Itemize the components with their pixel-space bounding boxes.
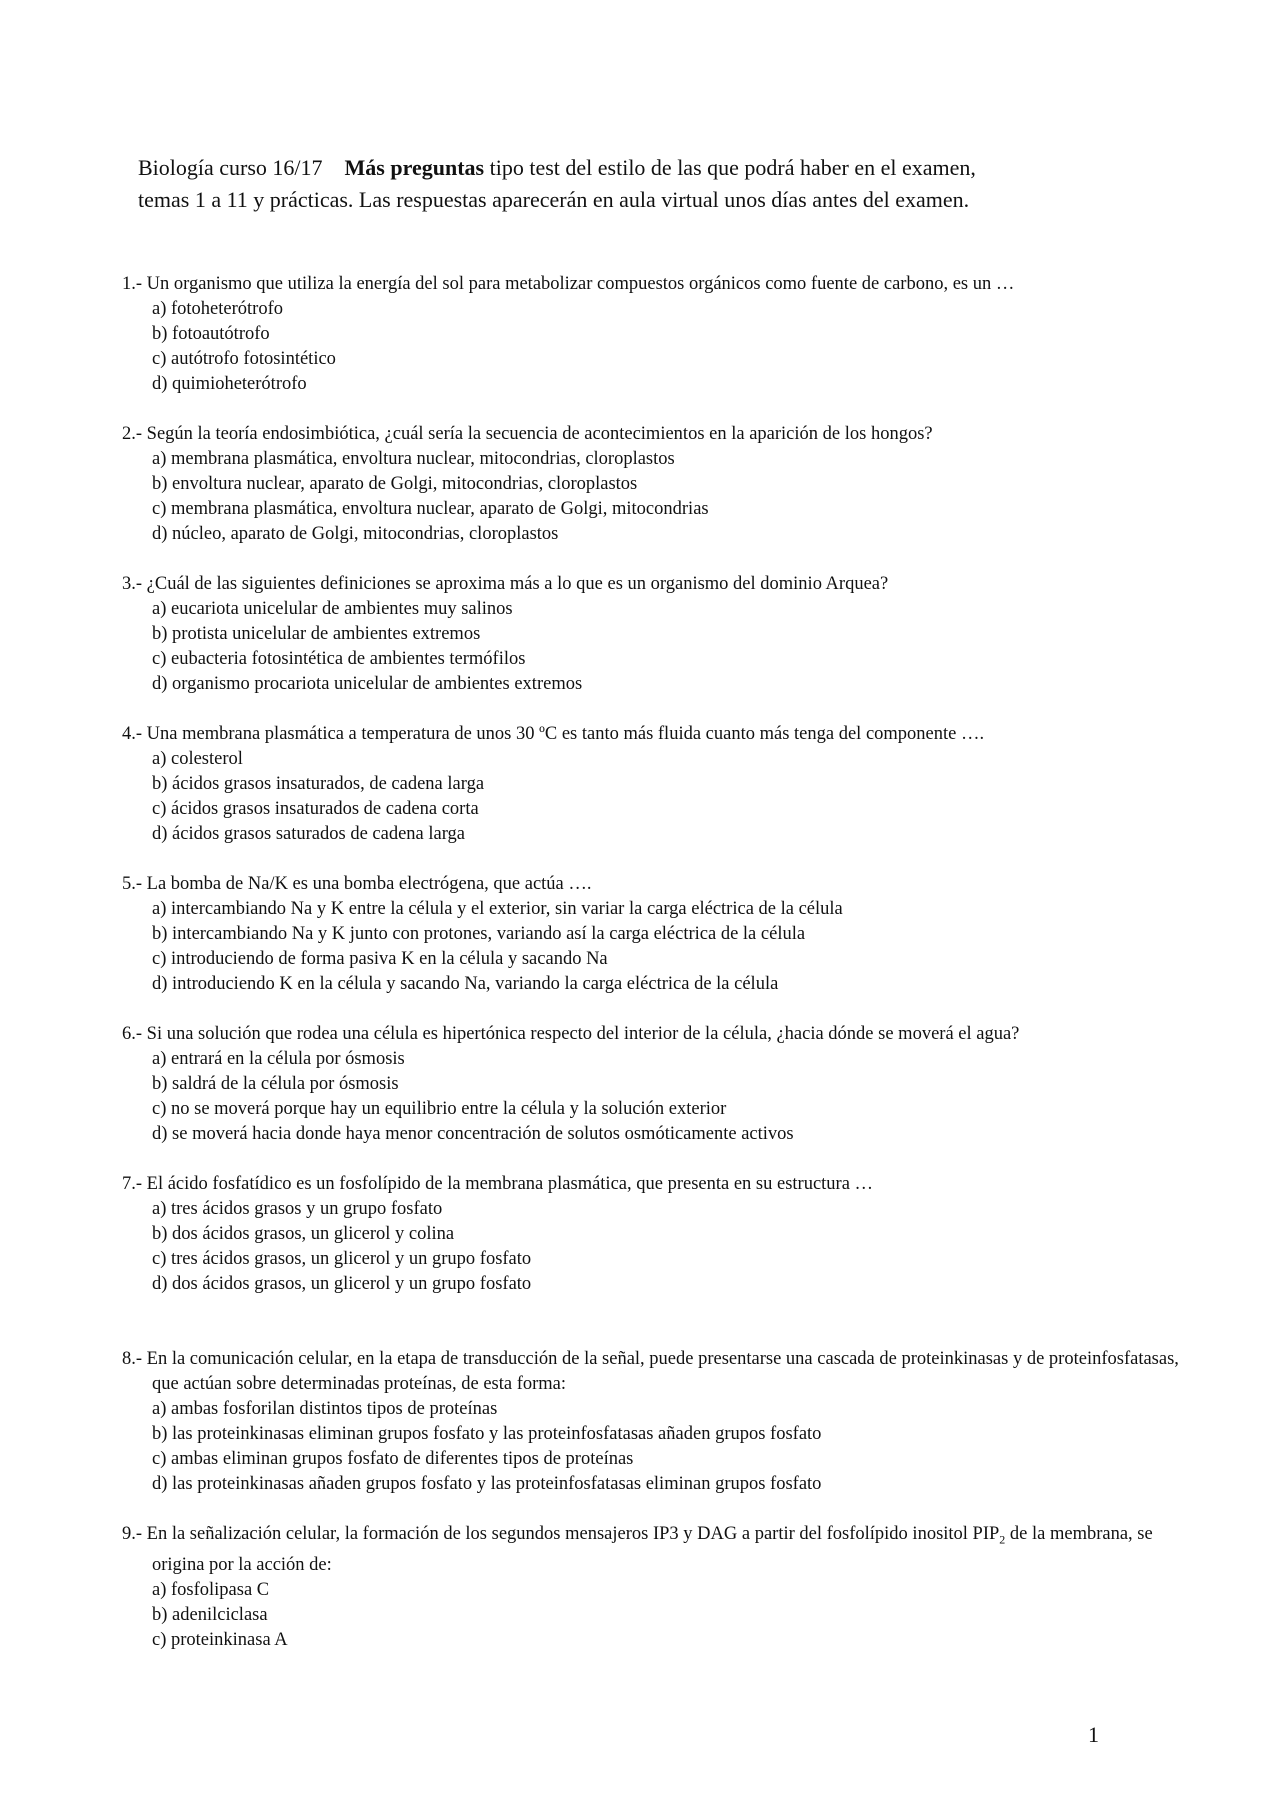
option-a: a) membrana plasmática, envoltura nuclear, mitocondrias, cloroplastos (152, 449, 675, 469)
question-5 (122, 872, 1182, 997)
option-b: b) envoltura nuclear, aparato de Golgi, mitocondrias, cloroplastos (152, 474, 638, 494)
subscript-2: 2 (999, 1532, 1006, 1547)
course-label: Biología curso 16/17 (138, 155, 323, 180)
question-text-rest: de la membrana, se origina por la acción de: (152, 1524, 1153, 1575)
option-b: b) saldrá de la célula por ósmosis (152, 1074, 399, 1094)
question-text: 6.- Si una solución que rodea una célula es hipertónica respecto del interior de la célula, ¿hacia dónde se moverá el agua? (122, 1024, 1020, 1044)
question-1 (122, 272, 1182, 397)
option-a: a) ambas fosforilan distintos tipos de proteínas (152, 1399, 498, 1419)
option-c: c) tres ácidos grasos, un glicerol y un grupo fosfato (152, 1249, 532, 1269)
question-text (122, 1522, 1182, 1578)
option-c: c) ácidos grasos insaturados de cadena corta (152, 799, 479, 819)
option-c: c) autótrofo fotosintético (152, 349, 336, 369)
option-a: a) entrará en la célula por ósmosis (152, 1049, 405, 1069)
option-c: c) membrana plasmática, envoltura nuclear, aparato de Golgi, mitocondrias (152, 499, 709, 519)
document-header (138, 152, 1158, 216)
option-b: b) intercambiando Na y K junto con protones, variando así la carga eléctrica de la célula (152, 924, 806, 944)
option-b: b) ácidos grasos insaturados, de cadena larga (152, 774, 485, 794)
option-d: d) introduciendo K en la célula y sacando Na, variando la carga eléctrica de la célula (152, 974, 779, 994)
question-text: 7.- El ácido fosfatídico es un fosfolípido de la membrana plasmática, que presenta en su estructura … (122, 1174, 874, 1194)
question-text-main: 9.- En la señalización celular, la formación de los segundos mensajeros IP3 y DAG a partir del fosfolípido inositol PIP (122, 1524, 1000, 1544)
question-6 (122, 1022, 1182, 1147)
option-a: a) fotoheterótrofo (152, 299, 283, 319)
question-8 (122, 1347, 1182, 1497)
option-b: b) protista unicelular de ambientes extremos (152, 624, 481, 644)
option-c: c) proteinkinasa A (152, 1629, 288, 1650)
question-text: 2.- Según la teoría endosimbiótica, ¿cuál sería la secuencia de acontecimientos en la aparición de los hongos? (122, 424, 933, 444)
option-a: a) eucariota unicelular de ambientes muy salinos (152, 599, 513, 619)
question-2 (122, 422, 1182, 547)
question-text: 1.- Un organismo que utiliza la energía del sol para metabolizar compuestos orgánicos como fuente de carbono, es un … (122, 274, 1015, 294)
option-d: d) organismo procariota unicelular de ambientes extremos (152, 674, 583, 694)
question-text: 4.- Una membrana plasmática a temperatura de unos 30 ºC es tanto más fluida cuanto más tenga del componente …. (122, 724, 985, 744)
question-4 (122, 722, 1182, 847)
option-b: b) adenilciclasa (152, 1604, 268, 1625)
option-a: a) colesterol (152, 749, 243, 769)
option-d: d) quimioheterótrofo (152, 374, 307, 394)
option-b: b) fotoautótrofo (152, 324, 270, 344)
page-number: 1 (1088, 1722, 1099, 1747)
question-7 (122, 1172, 1182, 1297)
option-d: d) las proteinkinasas añaden grupos fosfato y las proteinfosfatasas eliminan grupos fosfato (152, 1474, 822, 1494)
header-line-2: temas 1 a 11 y prácticas. Las respuestas aparecerán en aula virtual unos días antes del examen. (138, 187, 970, 212)
question-list (122, 272, 1182, 1678)
option-d: d) ácidos grasos saturados de cadena larga (152, 824, 466, 844)
header-bold-title: Más preguntas (344, 155, 485, 180)
header-line-1-rest: tipo test del estilo de las que podrá haber en el examen, (489, 155, 976, 180)
option-b: b) las proteinkinasas eliminan grupos fosfato y las proteinfosfatasas añaden grupos fosfato (152, 1424, 822, 1444)
question-text: 8.- En la comunicación celular, en la etapa de transducción de la señal, puede presentarse una cascada de proteinkinasas y de proteinfosfatasas, que actúan sobre determinadas proteínas, de esta forma: (122, 1349, 1179, 1394)
question-3 (122, 572, 1182, 697)
option-a: a) intercambiando Na y K entre la célula y el exterior, sin variar la carga eléctrica de la célula (152, 899, 843, 919)
option-b: b) dos ácidos grasos, un glicerol y colina (152, 1224, 455, 1244)
option-c: c) no se moverá porque hay un equilibrio entre la célula y la solución exterior (152, 1099, 727, 1119)
option-a: a) tres ácidos grasos y un grupo fosfato (152, 1199, 443, 1219)
option-c: c) ambas eliminan grupos fosfato de diferentes tipos de proteínas (152, 1449, 634, 1469)
option-c: c) introduciendo de forma pasiva K en la célula y sacando Na (152, 949, 608, 969)
question-text: 3.- ¿Cuál de las siguientes definiciones se aproxima más a lo que es un organismo del dominio Arquea? (122, 574, 889, 594)
option-d: d) dos ácidos grasos, un glicerol y un grupo fosfato (152, 1274, 532, 1294)
question-9 (122, 1522, 1182, 1653)
option-d: d) núcleo, aparato de Golgi, mitocondrias, cloroplastos (152, 524, 559, 544)
question-text: 5.- La bomba de Na/K es una bomba electrógena, que actúa …. (122, 874, 592, 894)
option-d: d) se moverá hacia donde haya menor concentración de solutos osmóticamente activos (152, 1124, 794, 1144)
option-c: c) eubacteria fotosintética de ambientes termófilos (152, 649, 526, 669)
header-line-1 (138, 152, 1158, 184)
option-a: a) fosfolipasa C (152, 1579, 270, 1600)
